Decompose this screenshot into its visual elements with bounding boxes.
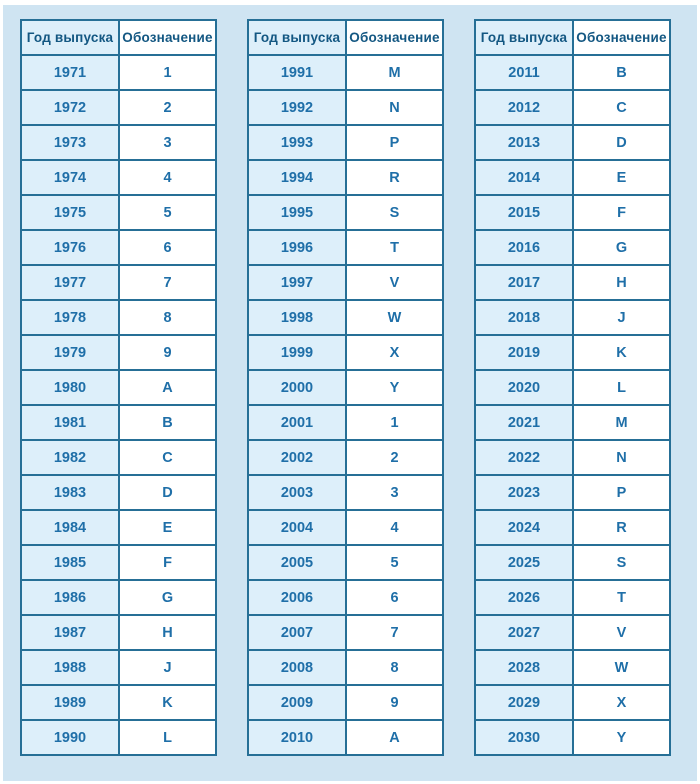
code-cell: 1	[119, 55, 216, 90]
year-cell: 2022	[475, 440, 573, 475]
table-row	[248, 440, 443, 475]
year-cell: 2023	[475, 475, 573, 510]
code-cell: X	[346, 335, 443, 370]
code-cell: T	[573, 580, 670, 615]
col-header-code: Обозначение	[346, 20, 443, 55]
code-cell: S	[346, 195, 443, 230]
table-row	[475, 55, 670, 90]
code-cell: R	[573, 510, 670, 545]
code-cell: 4	[346, 510, 443, 545]
table-row	[21, 195, 216, 230]
code-cell: 5	[119, 195, 216, 230]
year-cell: 1998	[248, 300, 346, 335]
table-row	[248, 685, 443, 720]
year-cell: 2006	[248, 580, 346, 615]
year-code-table-2011-2030	[474, 19, 671, 756]
table-row	[475, 160, 670, 195]
code-cell: 9	[346, 685, 443, 720]
col-header-year: Год выпуска	[248, 20, 346, 55]
year-cell: 2025	[475, 545, 573, 580]
col-header-code: Обозначение	[573, 20, 670, 55]
year-cell: 2012	[475, 90, 573, 125]
code-cell: N	[346, 90, 443, 125]
table-row	[21, 580, 216, 615]
table-row	[21, 55, 216, 90]
code-cell: 6	[119, 230, 216, 265]
year-cell: 2029	[475, 685, 573, 720]
code-cell: A	[119, 370, 216, 405]
table-row	[21, 335, 216, 370]
table-row	[475, 300, 670, 335]
code-cell: C	[573, 90, 670, 125]
table-row	[475, 230, 670, 265]
code-cell: N	[573, 440, 670, 475]
table-row	[21, 160, 216, 195]
code-cell: Y	[573, 720, 670, 755]
code-cell: C	[119, 440, 216, 475]
code-cell: V	[573, 615, 670, 650]
table-row	[475, 405, 670, 440]
table-row	[475, 545, 670, 580]
year-cell: 2020	[475, 370, 573, 405]
table-row	[475, 580, 670, 615]
code-cell: S	[573, 545, 670, 580]
code-cell: H	[573, 265, 670, 300]
table-row	[475, 440, 670, 475]
code-cell: F	[119, 545, 216, 580]
year-cell: 2030	[475, 720, 573, 755]
table-row	[21, 300, 216, 335]
year-cell: 1994	[248, 160, 346, 195]
code-cell: J	[119, 650, 216, 685]
year-cell: 2018	[475, 300, 573, 335]
code-cell: T	[346, 230, 443, 265]
year-cell: 1980	[21, 370, 119, 405]
table-row	[248, 615, 443, 650]
code-cell: 3	[119, 125, 216, 160]
year-cell: 1993	[248, 125, 346, 160]
code-cell: G	[573, 230, 670, 265]
code-cell: 8	[346, 650, 443, 685]
table-row	[248, 475, 443, 510]
year-cell: 2014	[475, 160, 573, 195]
year-cell: 2003	[248, 475, 346, 510]
year-cell: 2010	[248, 720, 346, 755]
code-cell: 5	[346, 545, 443, 580]
year-cell: 1976	[21, 230, 119, 265]
year-cell: 2009	[248, 685, 346, 720]
year-cell: 2013	[475, 125, 573, 160]
table-row	[475, 615, 670, 650]
year-cell: 2026	[475, 580, 573, 615]
year-cell: 2021	[475, 405, 573, 440]
code-cell: 8	[119, 300, 216, 335]
year-cell: 2001	[248, 405, 346, 440]
table-row	[475, 650, 670, 685]
year-cell: 1999	[248, 335, 346, 370]
table-row	[248, 300, 443, 335]
table-row	[21, 90, 216, 125]
table-row	[21, 650, 216, 685]
table-body	[475, 55, 670, 755]
code-cell: B	[119, 405, 216, 440]
table-row	[248, 230, 443, 265]
table-row	[21, 545, 216, 580]
code-cell: 1	[346, 405, 443, 440]
code-cell: 7	[119, 265, 216, 300]
code-cell: L	[119, 720, 216, 755]
year-cell: 1996	[248, 230, 346, 265]
code-cell: K	[573, 335, 670, 370]
header-row	[248, 20, 443, 55]
code-cell: 2	[119, 90, 216, 125]
year-cell: 2028	[475, 650, 573, 685]
header-row	[475, 20, 670, 55]
table-row	[475, 265, 670, 300]
year-cell: 1981	[21, 405, 119, 440]
code-cell: V	[346, 265, 443, 300]
table-row	[21, 685, 216, 720]
year-cell: 2008	[248, 650, 346, 685]
table-row	[475, 195, 670, 230]
table-row	[475, 720, 670, 755]
code-cell: L	[573, 370, 670, 405]
year-cell: 2017	[475, 265, 573, 300]
table-row	[248, 545, 443, 580]
year-cell: 1972	[21, 90, 119, 125]
table-row	[21, 125, 216, 160]
table-body	[21, 55, 216, 755]
year-cell: 1992	[248, 90, 346, 125]
table-row	[475, 335, 670, 370]
code-cell: F	[573, 195, 670, 230]
table-row	[248, 125, 443, 160]
table-row	[248, 580, 443, 615]
year-cell: 1982	[21, 440, 119, 475]
table-row	[248, 195, 443, 230]
table-row	[248, 510, 443, 545]
year-cell: 1985	[21, 545, 119, 580]
year-cell: 2011	[475, 55, 573, 90]
year-cell: 2002	[248, 440, 346, 475]
year-cell: 1988	[21, 650, 119, 685]
code-cell: X	[573, 685, 670, 720]
year-cell: 1989	[21, 685, 119, 720]
code-cell: Y	[346, 370, 443, 405]
year-cell: 1990	[21, 720, 119, 755]
year-cell: 1974	[21, 160, 119, 195]
year-cell: 1987	[21, 615, 119, 650]
year-cell: 1983	[21, 475, 119, 510]
table-row	[248, 265, 443, 300]
code-cell: M	[573, 405, 670, 440]
table-row	[21, 265, 216, 300]
year-cell: 2027	[475, 615, 573, 650]
table-row	[475, 510, 670, 545]
code-cell: 9	[119, 335, 216, 370]
table-row	[21, 720, 216, 755]
table-row	[248, 370, 443, 405]
table-row	[475, 685, 670, 720]
year-code-table-1991-2010	[247, 19, 444, 756]
code-cell: 3	[346, 475, 443, 510]
table-row	[21, 370, 216, 405]
code-cell: K	[119, 685, 216, 720]
year-cell: 2015	[475, 195, 573, 230]
year-cell: 1991	[248, 55, 346, 90]
code-cell: P	[573, 475, 670, 510]
year-cell: 1971	[21, 55, 119, 90]
code-cell: G	[119, 580, 216, 615]
table-row	[475, 125, 670, 160]
table-row	[248, 720, 443, 755]
code-cell: E	[573, 160, 670, 195]
table-row	[21, 405, 216, 440]
table-row	[248, 90, 443, 125]
year-cell: 1978	[21, 300, 119, 335]
col-header-code: Обозначение	[119, 20, 216, 55]
code-cell: 6	[346, 580, 443, 615]
year-cell: 2007	[248, 615, 346, 650]
code-cell: 2	[346, 440, 443, 475]
code-cell: P	[346, 125, 443, 160]
year-cell: 1984	[21, 510, 119, 545]
table-row	[21, 475, 216, 510]
table-row	[248, 650, 443, 685]
code-cell: 7	[346, 615, 443, 650]
year-cell: 2016	[475, 230, 573, 265]
table-row	[248, 335, 443, 370]
table-row	[21, 615, 216, 650]
year-cell: 1997	[248, 265, 346, 300]
header-row	[21, 20, 216, 55]
year-cell: 1986	[21, 580, 119, 615]
table-row	[21, 510, 216, 545]
table-row	[475, 90, 670, 125]
table-body	[248, 55, 443, 755]
year-cell: 2004	[248, 510, 346, 545]
table-row	[21, 230, 216, 265]
year-cell: 1977	[21, 265, 119, 300]
year-cell: 2024	[475, 510, 573, 545]
code-cell: R	[346, 160, 443, 195]
year-cell: 1995	[248, 195, 346, 230]
year-cell: 2005	[248, 545, 346, 580]
table-row	[21, 440, 216, 475]
col-header-year: Год выпуска	[21, 20, 119, 55]
code-cell: W	[346, 300, 443, 335]
table-row	[248, 405, 443, 440]
code-cell: J	[573, 300, 670, 335]
year-code-table-1971-1990	[20, 19, 217, 756]
code-cell: D	[119, 475, 216, 510]
year-cell: 1973	[21, 125, 119, 160]
col-header-year: Год выпуска	[475, 20, 573, 55]
code-cell: M	[346, 55, 443, 90]
year-cell: 2019	[475, 335, 573, 370]
table-row	[475, 475, 670, 510]
code-cell: A	[346, 720, 443, 755]
year-cell: 1975	[21, 195, 119, 230]
code-cell: B	[573, 55, 670, 90]
code-cell: W	[573, 650, 670, 685]
table-row	[475, 370, 670, 405]
table-row	[248, 160, 443, 195]
table-row	[248, 55, 443, 90]
year-cell: 2000	[248, 370, 346, 405]
code-cell: 4	[119, 160, 216, 195]
code-cell: H	[119, 615, 216, 650]
code-cell: D	[573, 125, 670, 160]
year-code-tables-container	[3, 5, 697, 756]
code-cell: E	[119, 510, 216, 545]
year-cell: 1979	[21, 335, 119, 370]
